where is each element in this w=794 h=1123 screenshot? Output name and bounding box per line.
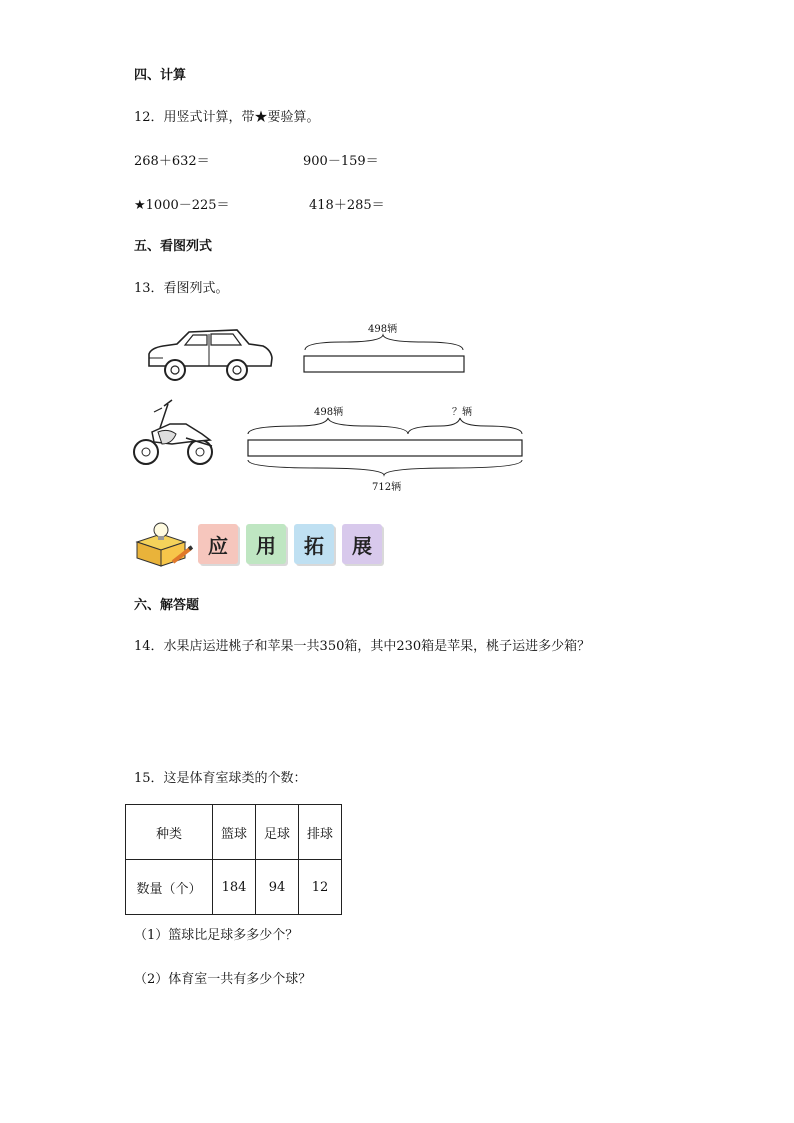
motorcycle-bar-diagram	[246, 414, 526, 476]
expression-2: 900－159＝	[303, 154, 379, 169]
table-header-cell: 排球	[299, 805, 342, 860]
motorcycle-illustration	[132, 398, 216, 468]
section-title-word-problems: 六、解答题	[134, 598, 200, 613]
question-14-prompt: 14．水果店运进桃子和苹果一共350箱，其中230箱是苹果，桃子运进多少箱？	[134, 639, 591, 654]
motorcycle-known-label: 498辆	[314, 407, 344, 418]
motorcycle-unknown-label: ？辆	[452, 407, 472, 418]
question-15-sub-1: （1）篮球比足球多多少个？	[134, 928, 299, 943]
banner-char-2: 用	[246, 524, 286, 564]
section-title-picture-equation: 五、看图列式	[134, 239, 213, 254]
expression-4: 418＋285＝	[309, 198, 385, 213]
ball-count-table	[125, 804, 342, 915]
lightbulb-box-icon	[133, 520, 193, 570]
table-row	[126, 860, 342, 915]
car-count-label: 498辆	[368, 324, 398, 335]
car-bar-diagram	[303, 332, 467, 376]
expression-1: 268＋632＝	[134, 154, 210, 169]
table-header-cell: 种类	[126, 805, 213, 860]
question-15-prompt: 15．这是体育室球类的个数：	[134, 771, 307, 786]
banner-char-3: 拓	[294, 524, 334, 564]
table-cell: 184	[213, 860, 256, 915]
table-header-cell: 篮球	[213, 805, 256, 860]
question-12-prompt: 12．用竖式计算，带★要验算。	[134, 110, 320, 125]
section-title-calculation: 四、计算	[134, 68, 187, 83]
car-illustration	[145, 326, 275, 384]
expression-3: ★1000－225＝	[134, 198, 230, 213]
motorcycle-total-label: 712辆	[372, 482, 402, 493]
table-cell: 12	[299, 860, 342, 915]
question-13-prompt: 13．看图列式。	[134, 281, 229, 296]
banner-char-1: 应	[198, 524, 238, 564]
table-cell: 94	[256, 860, 299, 915]
table-header-row	[126, 805, 342, 860]
banner-char-4: 展	[342, 524, 382, 564]
question-15-sub-2: （2）体育室一共有多少个球？	[134, 972, 312, 987]
table-header-cell: 足球	[256, 805, 299, 860]
table-cell: 数量（个）	[126, 860, 213, 915]
